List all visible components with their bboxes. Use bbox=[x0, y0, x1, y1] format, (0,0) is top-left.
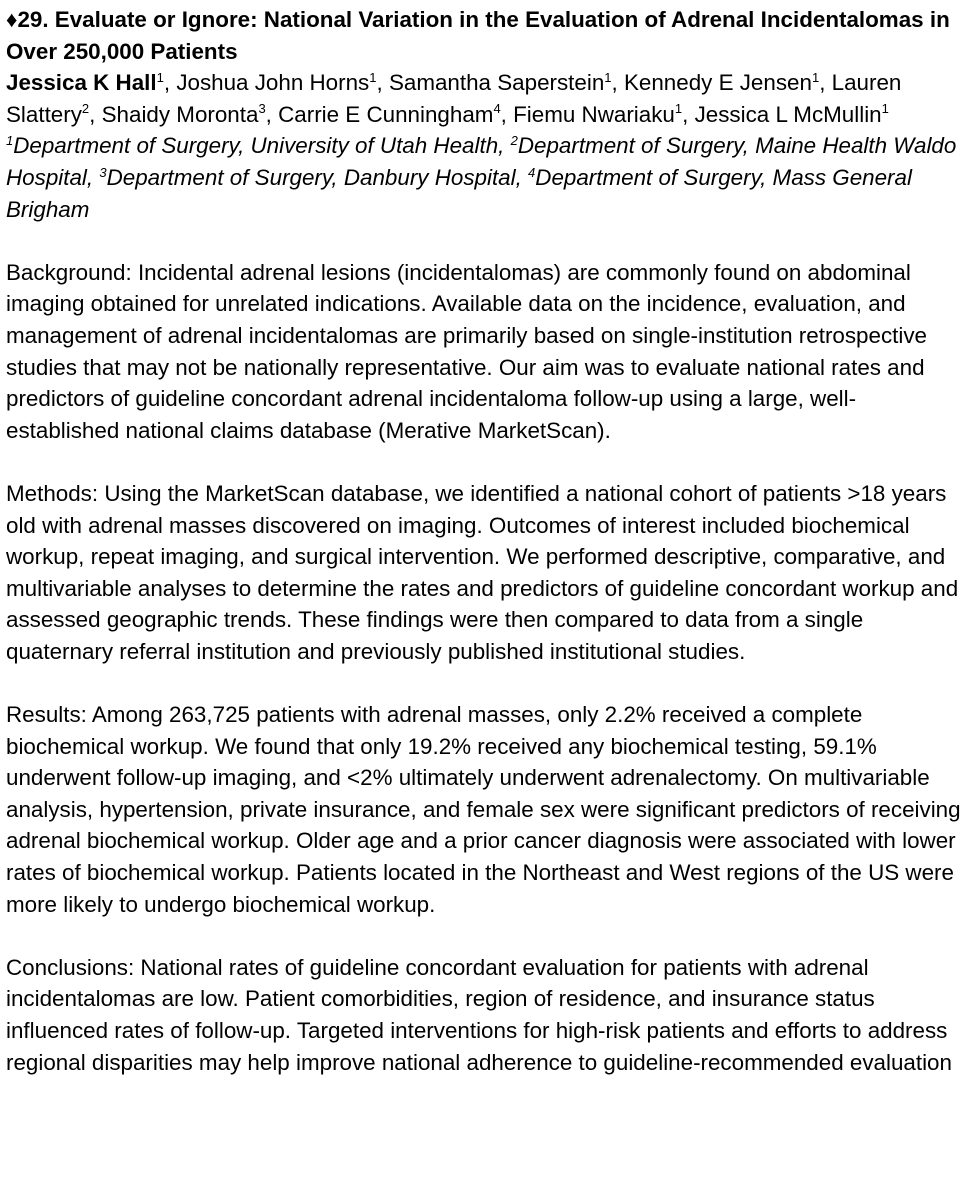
author bbox=[176, 70, 389, 95]
author-name: Fiemu Nwariaku bbox=[513, 101, 675, 127]
affiliation-number: 3 bbox=[99, 164, 107, 180]
author-affiliation-number: 2 bbox=[81, 101, 90, 117]
author-affiliation-number: 4 bbox=[493, 101, 501, 117]
background-section: Background: Incidental adrenal lesions (incidentalomas) are commonly found on abdominal imaging obtained for unrelated indications. Available data on the incidence, evaluation, and management of adrenal incidentalomas are primarily based on single-institution retrospective studies that may not be nationally representative. Our aim was to evaluate national rates and predictors of guideline concordant adrenal incidentaloma follow-up using a large, well-established national claims database (Merative MarketScan). bbox=[6, 259, 927, 443]
author-affiliation-number: 1 bbox=[369, 69, 377, 85]
affiliation-number: 2 bbox=[510, 132, 518, 148]
author-affiliation-number: 1 bbox=[156, 69, 164, 85]
conclusions-section: Conclusions: National rates of guideline concordant evaluation for patients with adrenal incidentalomas are low. Patient comorbidities, region of residence, and insurance status influenced rates of follow-up. Targeted interventions for high-risk patients and efforts to address regional disparities may help improve national adherence to guideline-recommended evaluation bbox=[6, 954, 952, 1075]
author-separator: , bbox=[89, 101, 102, 127]
affiliation bbox=[99, 165, 528, 190]
author bbox=[6, 70, 176, 95]
author-name: Carrie E Cunningham bbox=[278, 101, 494, 127]
author-affiliation-number: 1 bbox=[604, 69, 612, 85]
author bbox=[695, 102, 889, 127]
author-name: Jessica L McMullin bbox=[694, 101, 882, 127]
affiliation-text: Department of Surgery, Maine Health Waldo Hospital, bbox=[6, 133, 957, 190]
affiliation-text: Department of Surgery, Danbury Hospital, bbox=[106, 164, 529, 190]
author-name: Lauren Slattery bbox=[6, 70, 902, 127]
results-section: Results: Among 263,725 patients with adrenal masses, only 2.2% received a complete biochemical workup. We found that only 19.2% received any biochemical testing, 59.1% underwent follow-up imaging, and <2% ultimately underwent adrenalectomy. On multivariable analysis, hypertension, private insurance, and female sex were significant predictors of receiving adrenal biochemical workup. Older age and a prior cancer diagnosis were associated with lower rates of biochemical workup. Patients located in the Northeast and West regions of the US were more likely to undergo biochemical workup. bbox=[6, 702, 961, 917]
author-separator: , bbox=[611, 70, 624, 96]
affiliation-text: Department of Surgery, Mass General Brigham bbox=[6, 164, 912, 222]
author-separator: , bbox=[500, 101, 514, 127]
author-separator: , bbox=[163, 70, 177, 96]
author-separator: , bbox=[682, 101, 695, 127]
author bbox=[513, 102, 694, 127]
author bbox=[278, 102, 513, 127]
abstract-title bbox=[6, 4, 969, 67]
affiliation bbox=[6, 133, 511, 158]
author-name: Samantha Saperstein bbox=[388, 70, 605, 96]
author-affiliation-number: 3 bbox=[258, 101, 266, 117]
author-separator: , bbox=[819, 70, 832, 96]
abstract-title-text: 29. Evaluate or Ignore: National Variation in the Evaluation of Adrenal Incidentalomas in Over 250,000 Patients bbox=[6, 7, 950, 64]
author-name: Joshua John Horns bbox=[176, 70, 370, 96]
author-separator: , bbox=[376, 70, 389, 96]
author bbox=[624, 70, 832, 95]
affiliation-text: Department of Surgery, University of Utah Health, bbox=[13, 133, 511, 159]
author-affiliation-number: 1 bbox=[674, 101, 683, 117]
author-affiliation-number: 1 bbox=[881, 101, 889, 117]
author-name: Kennedy E Jensen bbox=[623, 70, 812, 96]
affiliation-number: 1 bbox=[6, 132, 14, 148]
affiliation-list bbox=[6, 130, 969, 225]
author-list bbox=[6, 67, 969, 130]
author-affiliation-number: 1 bbox=[811, 69, 820, 85]
affiliation-number: 4 bbox=[528, 164, 536, 180]
author-name: Shaidy Moronta bbox=[101, 101, 259, 127]
diamond-icon: ♦ bbox=[6, 7, 18, 32]
author bbox=[389, 70, 624, 95]
author bbox=[102, 102, 279, 127]
author-separator: , bbox=[265, 101, 279, 127]
methods-section: Methods: Using the MarketScan database, we identified a national cohort of patients >18 years old with adrenal masses discovered on imaging. Outcomes of interest included biochemical workup, repeat imaging, and surgical intervention. We performed descriptive, comparative, and multivariable analyses to determine the rates and predictors of guideline concordant workup and assessed geographic trends. These findings were then compared to data from a single quaternary referral institution and previously published institutional studies. bbox=[6, 480, 959, 664]
author-name: Jessica K Hall bbox=[6, 70, 157, 96]
